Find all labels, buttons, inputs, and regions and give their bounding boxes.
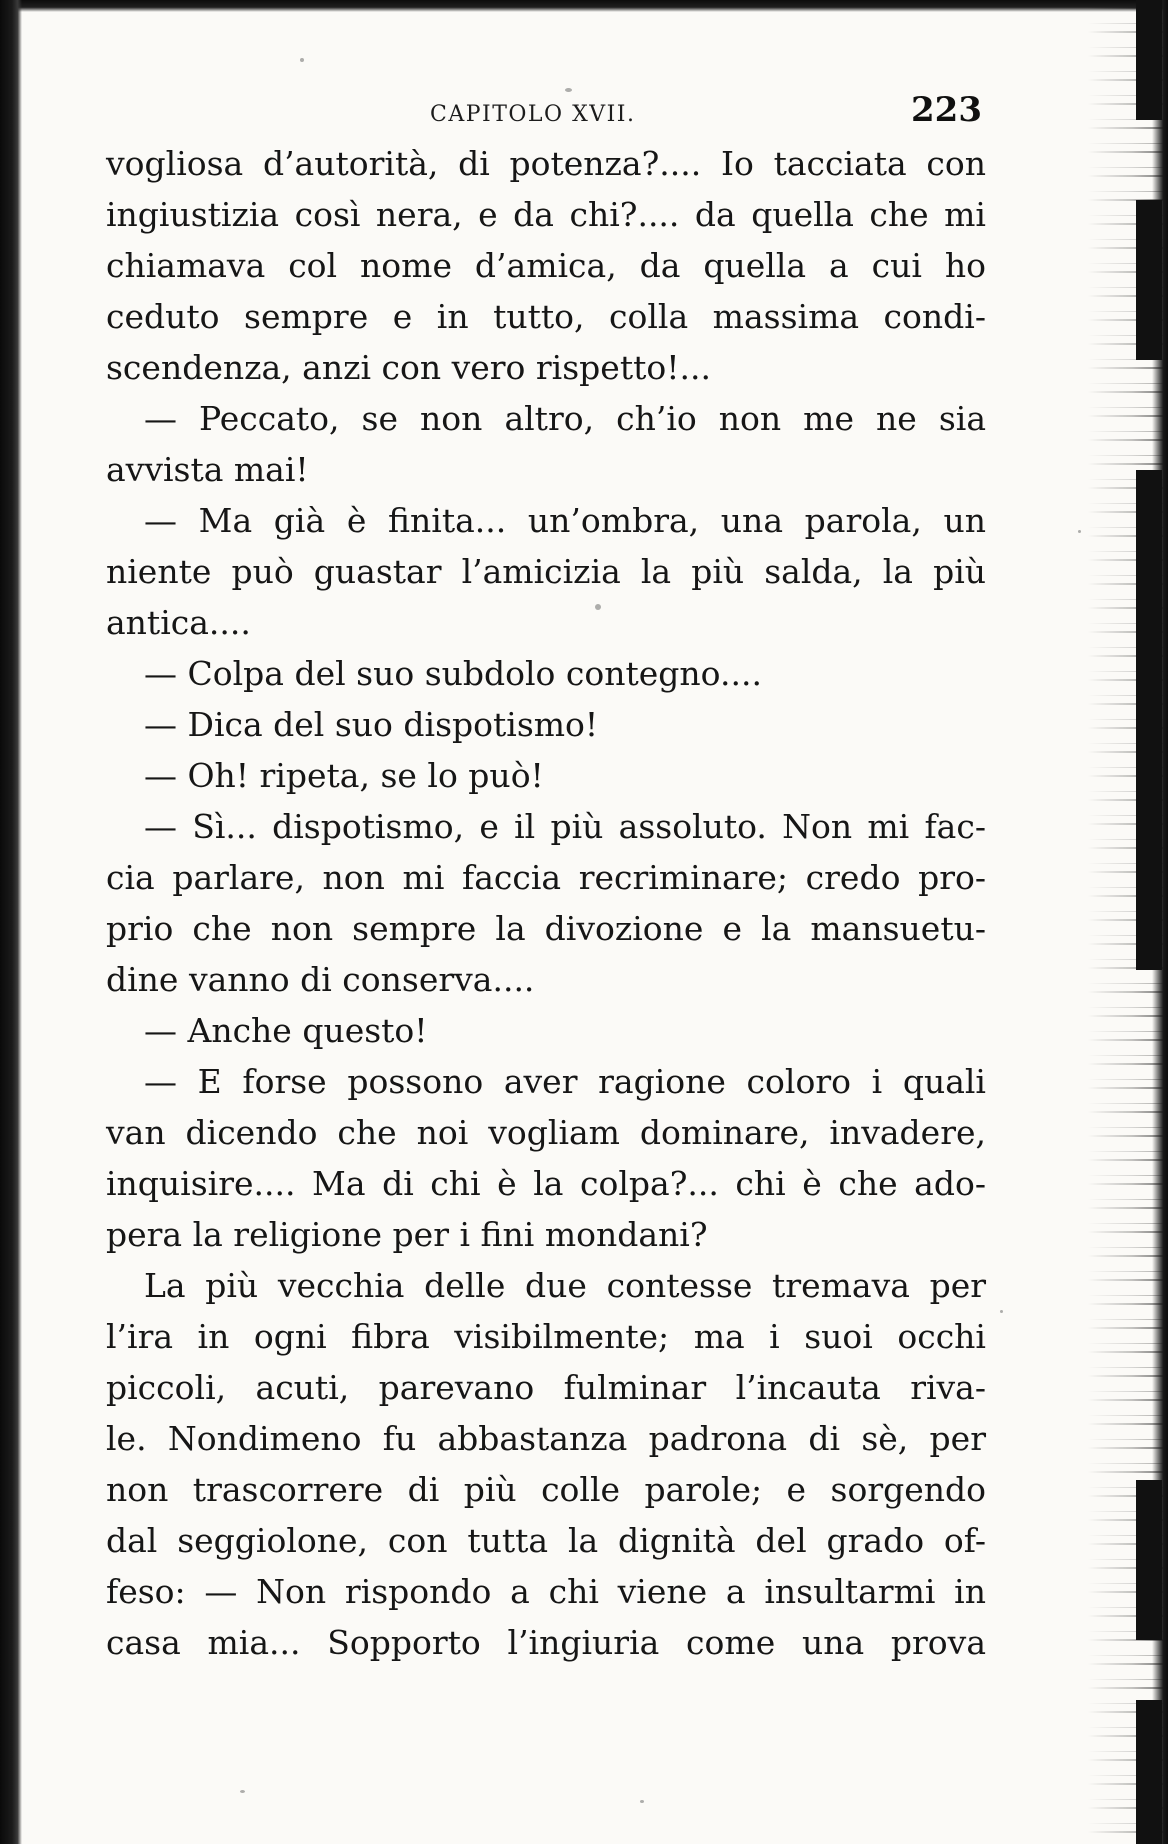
scan-speckle [240,1790,245,1793]
text-line: — Colpa del suo subdolo contegno.... [144,654,762,693]
scan-right-block [1136,1700,1162,1844]
text-line: scendenza, anzi con vero rispetto!... [106,348,711,387]
scan-right-block [1136,200,1162,360]
scan-left-border [0,0,22,1844]
text-line: — Oh! ripeta, se lo può! [144,756,544,795]
scan-top-border [0,0,1168,12]
text-line: feso: — Non rispondo a chi viene a insultarmi in [106,1572,986,1611]
text-line: — Ma già è finita... un’ombra, una parola, un [144,501,986,540]
text-line: antica.... [106,603,251,642]
text-line: prio che non sempre la divozione e la mansuetu- [106,909,986,948]
text-line: — Dica del suo dispotismo! [144,705,599,744]
scan-right-block [1136,0,1162,120]
text-line: chiamava col nome d’amica, da quella a cui ho [106,246,986,285]
text-line: — Sì... dispotismo, e il più assoluto. Non mi fac- [144,807,986,846]
text-column [106,82,986,1668]
text-line: van dicendo che noi vogliam dominare, invadere, [106,1113,986,1152]
text-line: inquisire.... Ma di chi è la colpa?... chi è che ado- [106,1164,986,1203]
text-line: ceduto sempre e in tutto, colla massima condi- [106,297,986,336]
text-line: piccoli, acuti, parevano fulminar l’incauta riva- [106,1368,986,1407]
scan-speckle [1078,530,1081,533]
text-line: ingiustizia così nera, e da chi?.... da quella che mi [106,195,986,234]
text-line: — Anche questo! [144,1011,428,1050]
scan-speckle [300,58,304,62]
text-line: le. Nondimeno fu abbastanza padrona di sè, per [106,1419,986,1458]
text-line: non trascorrere di più colle parole; e sorgendo [106,1470,986,1509]
text-line: dal seggiolone, con tutta la dignità del grado of- [106,1521,986,1560]
text-line: avvista mai! [106,450,309,489]
text-line: casa mia... Sopporto l’ingiuria come una prova [106,1623,986,1662]
scan-right-block [1136,1480,1162,1640]
text-line: niente può guastar l’amicizia la più salda, la più [106,552,986,591]
page-header [106,82,986,138]
scan-right-block [1136,470,1162,970]
text-line: l’ira in ogni fibra visibilmente; ma i suoi occhi [106,1317,986,1356]
page-number: 223 [911,90,982,130]
scan-speckle [640,1800,644,1803]
text-line: — Peccato, se non altro, ch’io non me ne sia [144,399,986,438]
text-line: vogliosa d’autorità, di potenza?.... Io tacciata con [106,144,986,183]
running-title: CAPITOLO XVII. [430,102,636,127]
text-line: cia parlare, non mi faccia recriminare; credo pro- [106,858,986,897]
scan-speckle [1000,1310,1003,1313]
text-line: dine vanno di conserva.... [106,960,535,999]
text-line: La più vecchia delle due contesse tremava per [144,1266,986,1305]
text-line: — E forse possono aver ragione coloro i quali [144,1062,986,1101]
text-line: pera la religione per i fini mondani? [106,1215,708,1254]
